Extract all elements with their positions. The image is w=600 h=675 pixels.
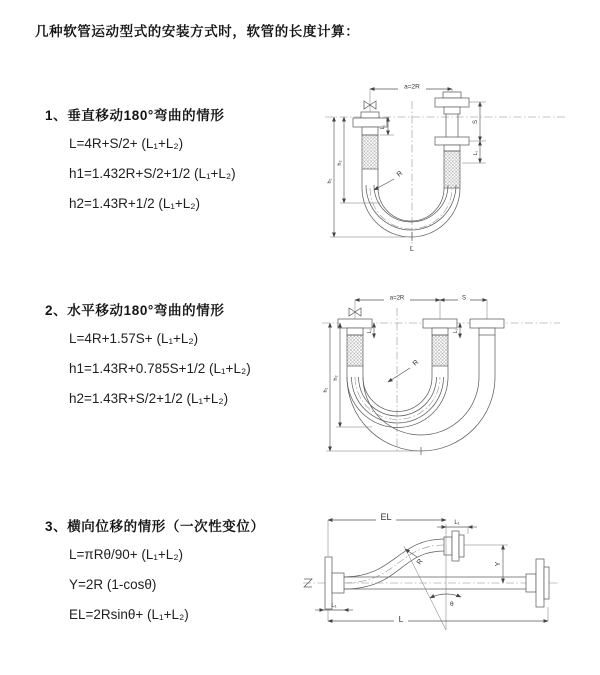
formula-h1: h1=1.43R+0.785S+1/2 (L₁+L₂)	[69, 361, 251, 376]
formula-length: L=4R+1.57S+ (L₁+L₂)	[69, 331, 199, 346]
hose-assembly-right	[470, 319, 504, 377]
hose-assembly-middle	[423, 319, 457, 377]
dimension-s	[440, 293, 487, 319]
flange-right	[526, 559, 549, 607]
dim-label-a2r: a=2R	[389, 295, 405, 302]
hose-u-bend	[362, 185, 460, 237]
diagram-lateral-displacement	[298, 506, 598, 648]
dimension-a-2r	[370, 82, 452, 95]
dimension-el	[328, 512, 446, 556]
dim-label-a2r: a=2R	[404, 83, 420, 91]
formula-length: L=4R+S/2+ (L₁+L₂)	[69, 136, 184, 151]
section-horizontal-movement	[45, 299, 251, 414]
section-vertical-movement	[45, 104, 236, 219]
dim-label-s: S	[473, 119, 479, 125]
radius-label: R	[395, 169, 405, 179]
formula-h1: h1=1.432R+S/2+1/2 (L₁+L₂)	[69, 166, 236, 181]
position-marker-icon	[364, 89, 376, 113]
formula-length: L=πRθ/90+ (L₁+L₂)	[69, 547, 184, 562]
dim-label-l1: L₁	[380, 124, 386, 130]
dim-label-l1: L₁	[331, 603, 337, 609]
hose-assembly-left	[338, 319, 372, 377]
dim-label-l1: L₁	[473, 150, 479, 156]
dim-label-l1: L₁	[453, 328, 459, 334]
dimension-l	[328, 607, 548, 624]
section-heading: 3、横向位移的情形（一次性变位）	[45, 519, 265, 534]
flange-left	[325, 557, 344, 609]
hose-u-bend-position-2	[347, 377, 495, 455]
radius-label: R	[411, 358, 421, 368]
hose-assembly-left	[353, 112, 387, 188]
dimension-h1	[323, 323, 421, 451]
radius-leader	[405, 549, 425, 566]
section-lateral-displacement	[45, 515, 265, 630]
dim-label-h1: h₁	[327, 178, 333, 184]
dim-label-el: EL	[380, 512, 392, 522]
section-heading: 1、垂直移动180°弯曲的情形	[45, 108, 225, 123]
dim-label-h2: h₂	[333, 375, 339, 381]
flange-upper	[444, 531, 464, 561]
dim-label-l: L	[398, 614, 404, 624]
s-curve-hose	[344, 539, 444, 589]
diagram-vertical-u-bend	[310, 73, 595, 255]
hose-assembly-right	[435, 92, 469, 188]
dim-label-l1: L₁	[367, 328, 373, 334]
radius-leader	[374, 170, 404, 190]
radius-label: R	[415, 557, 425, 567]
formula-el: EL=2Rsinθ+ (L₁+L₂)	[69, 607, 189, 622]
length-label: L	[409, 244, 415, 253]
page-title: 几种软管运动型式的安装方式时，软管的长度计算：	[35, 24, 360, 39]
formula-y: Y=2R (1-cosθ)	[69, 577, 157, 592]
formula-h2: h2=1.43R+1/2 (L₁+L₂)	[69, 196, 201, 211]
position-marker-icon	[349, 300, 361, 319]
dim-label-s: S	[461, 295, 467, 302]
theta-label: θ	[450, 601, 454, 608]
dimension-s	[469, 102, 486, 141]
dimension-a-2r	[355, 293, 440, 323]
dim-label-l1: L₁	[454, 520, 460, 526]
radius-leader	[388, 359, 420, 382]
dim-label-h2: h₂	[337, 160, 343, 166]
section-heading: 2、水平移动180°弯曲的情形	[45, 303, 225, 318]
formula-h2: h2=1.43R+S/2+1/2 (L₁+L₂)	[69, 391, 229, 406]
dimension-l1-left	[315, 603, 353, 610]
diagram-horizontal-u-bend	[310, 282, 595, 460]
dim-label-h1: h₁	[323, 387, 329, 393]
dim-label-y: Y	[495, 561, 502, 567]
hose-u-bend-position-1	[347, 377, 448, 428]
